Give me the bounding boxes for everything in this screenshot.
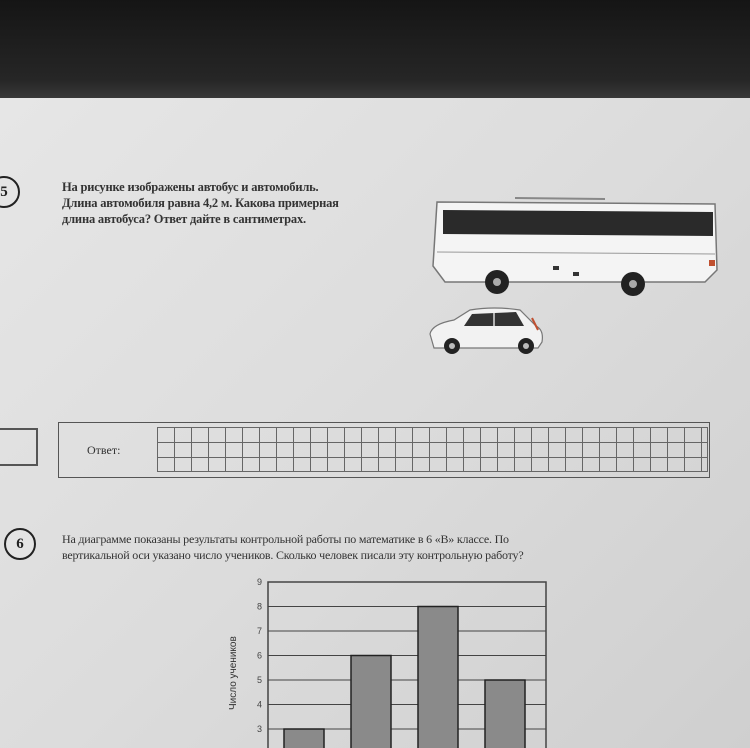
chart-y-axis-label: Число учеников	[228, 636, 239, 710]
bar-2	[351, 656, 391, 748]
car-illustration	[424, 304, 548, 360]
y-tick-label: 5	[256, 675, 262, 685]
y-tick-label: 8	[256, 601, 262, 612]
question-6-line-2: вертикальной оси указано число учеников. Сколько человек писали эту контрольную работу?	[62, 548, 524, 562]
answer-grid[interactable]	[157, 427, 708, 472]
y-tick-label: 7	[256, 626, 262, 636]
chart-bars	[284, 607, 525, 748]
question-5-line-1: На рисунке изображены автобус и автомобиль.	[62, 180, 319, 194]
bar-4	[485, 680, 525, 748]
y-tick-label: 9	[256, 577, 262, 587]
bar-3	[418, 607, 458, 748]
bar-1	[284, 729, 324, 748]
y-tick-label: 3	[256, 724, 262, 734]
question-number-5: 5	[0, 176, 20, 208]
dark-background	[0, 0, 750, 100]
results-bar-chart	[200, 570, 560, 748]
y-tick-label: 4	[256, 699, 262, 710]
bus-illustration	[425, 190, 725, 300]
question-5-line-2: Длина автомобиля равна 4,2 м. Какова примерная	[62, 196, 339, 210]
answer-label: Ответ:	[87, 443, 121, 457]
answer-field[interactable]	[58, 422, 710, 478]
chart-y-ticks	[257, 577, 262, 734]
question-6-line-1: На диаграмме показаны результаты контрольной работы по математике в 6 «В» классе. По	[62, 532, 509, 546]
answer-checkbox	[0, 428, 38, 466]
question-5-line-3: длина автобуса? Ответ дайте в сантиметрах.	[62, 212, 306, 226]
question-number-6: 6	[4, 528, 36, 560]
y-tick-label: 6	[256, 650, 262, 661]
